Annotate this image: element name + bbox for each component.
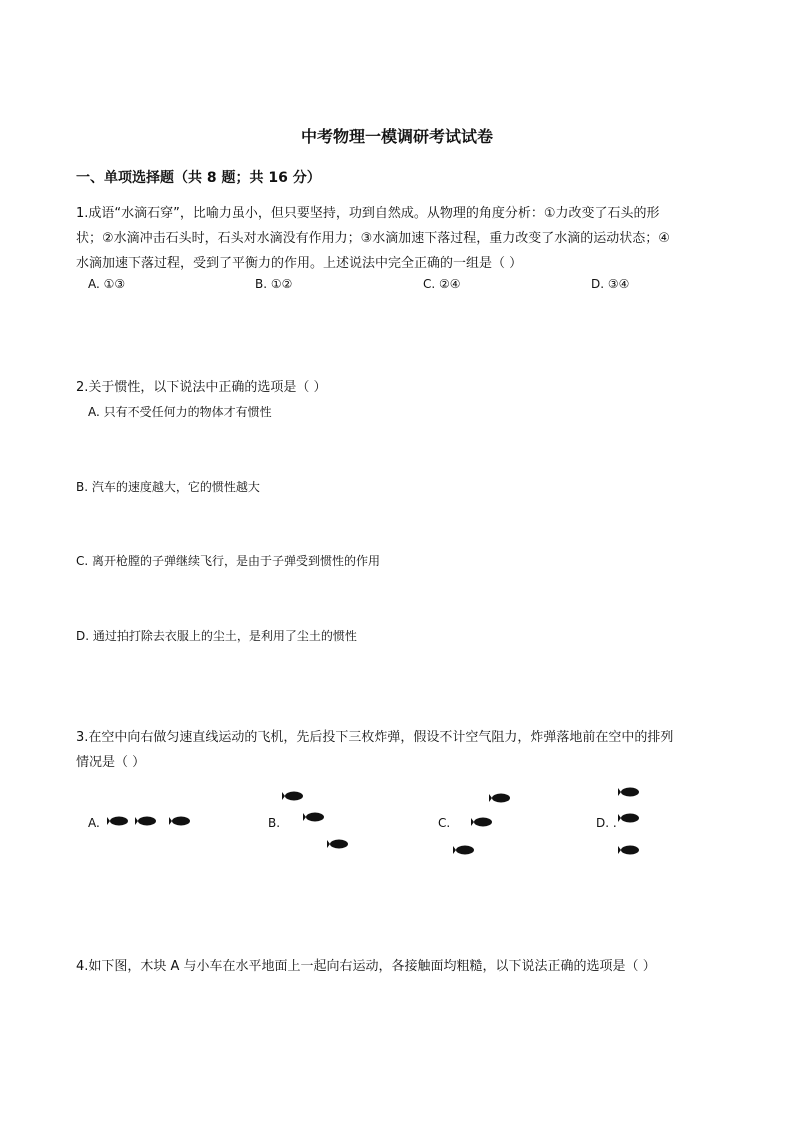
bomb-icon	[488, 792, 512, 804]
q1-option-a[interactable]: A. ①③	[88, 277, 126, 291]
bomb-icon	[617, 844, 641, 856]
q1-option-d[interactable]: D. ③④	[591, 277, 630, 291]
bomb-icon	[470, 816, 494, 828]
bomb-icon	[617, 786, 641, 798]
q1-line-1: 1.成语“水滴石穿”，比喻力虽小，但只要坚持，功到自然成。从物理的角度分析：①力改变了石头的形	[76, 206, 660, 221]
q3-line-1: 3.在空中向右做匀速直线运动的飞机，先后投下三枚炸弹，假设不计空气阻力，炸弹落地前在空中的排列	[76, 730, 674, 745]
bomb-icon	[302, 811, 326, 823]
q1-option-b[interactable]: B. ①②	[255, 277, 293, 291]
bomb-icon	[281, 790, 305, 802]
bomb-icon	[168, 815, 192, 827]
bomb-icon	[452, 844, 476, 856]
q2-stem: 2.关于惯性，以下说法中正确的选项是（ ）	[76, 380, 327, 395]
q1-option-c[interactable]: C. ②④	[423, 277, 461, 291]
q1-line-3: 水滴加速下落过程，受到了平衡力的作用。上述说法中完全正确的一组是（ ）	[76, 256, 523, 271]
bomb-icon	[326, 838, 350, 850]
page-title: 中考物理一模调研考试试卷	[300, 127, 493, 146]
section-heading: 一、单项选择题（共 8 题；共 16 分）	[76, 170, 321, 186]
q2-option-b[interactable]: B. 汽车的速度越大，它的惯性越大	[76, 480, 260, 494]
q2-option-c[interactable]: C. 离开枪膛的子弹继续飞行，是由于子弹受到惯性的作用	[76, 554, 381, 568]
q4-stem: 4.如下图，木块 A 与小车在水平地面上一起向右运动，各接触面均粗糙，以下说法正确的选项是（ ）	[76, 959, 656, 974]
q1-line-2: 状；②水滴冲击石头时，石头对水滴没有作用力；③水滴加速下落过程，重力改变了水滴的运动状态；④	[76, 231, 670, 246]
q3-line-2: 情况是（ ）	[76, 755, 146, 770]
bomb-icon	[134, 815, 158, 827]
q3-option-d[interactable]: D. .	[596, 816, 617, 830]
bomb-icon	[617, 812, 641, 824]
q2-option-a[interactable]: A. 只有不受任何力的物体才有惯性	[88, 405, 272, 419]
q2-option-d[interactable]: D. 通过拍打除去衣服上的尘土，是利用了尘土的惯性	[76, 629, 357, 643]
q3-option-b[interactable]: B.	[268, 816, 281, 830]
q3-option-c[interactable]: C.	[438, 816, 451, 830]
bomb-icon	[106, 815, 130, 827]
q3-option-a[interactable]: A.	[88, 816, 100, 830]
